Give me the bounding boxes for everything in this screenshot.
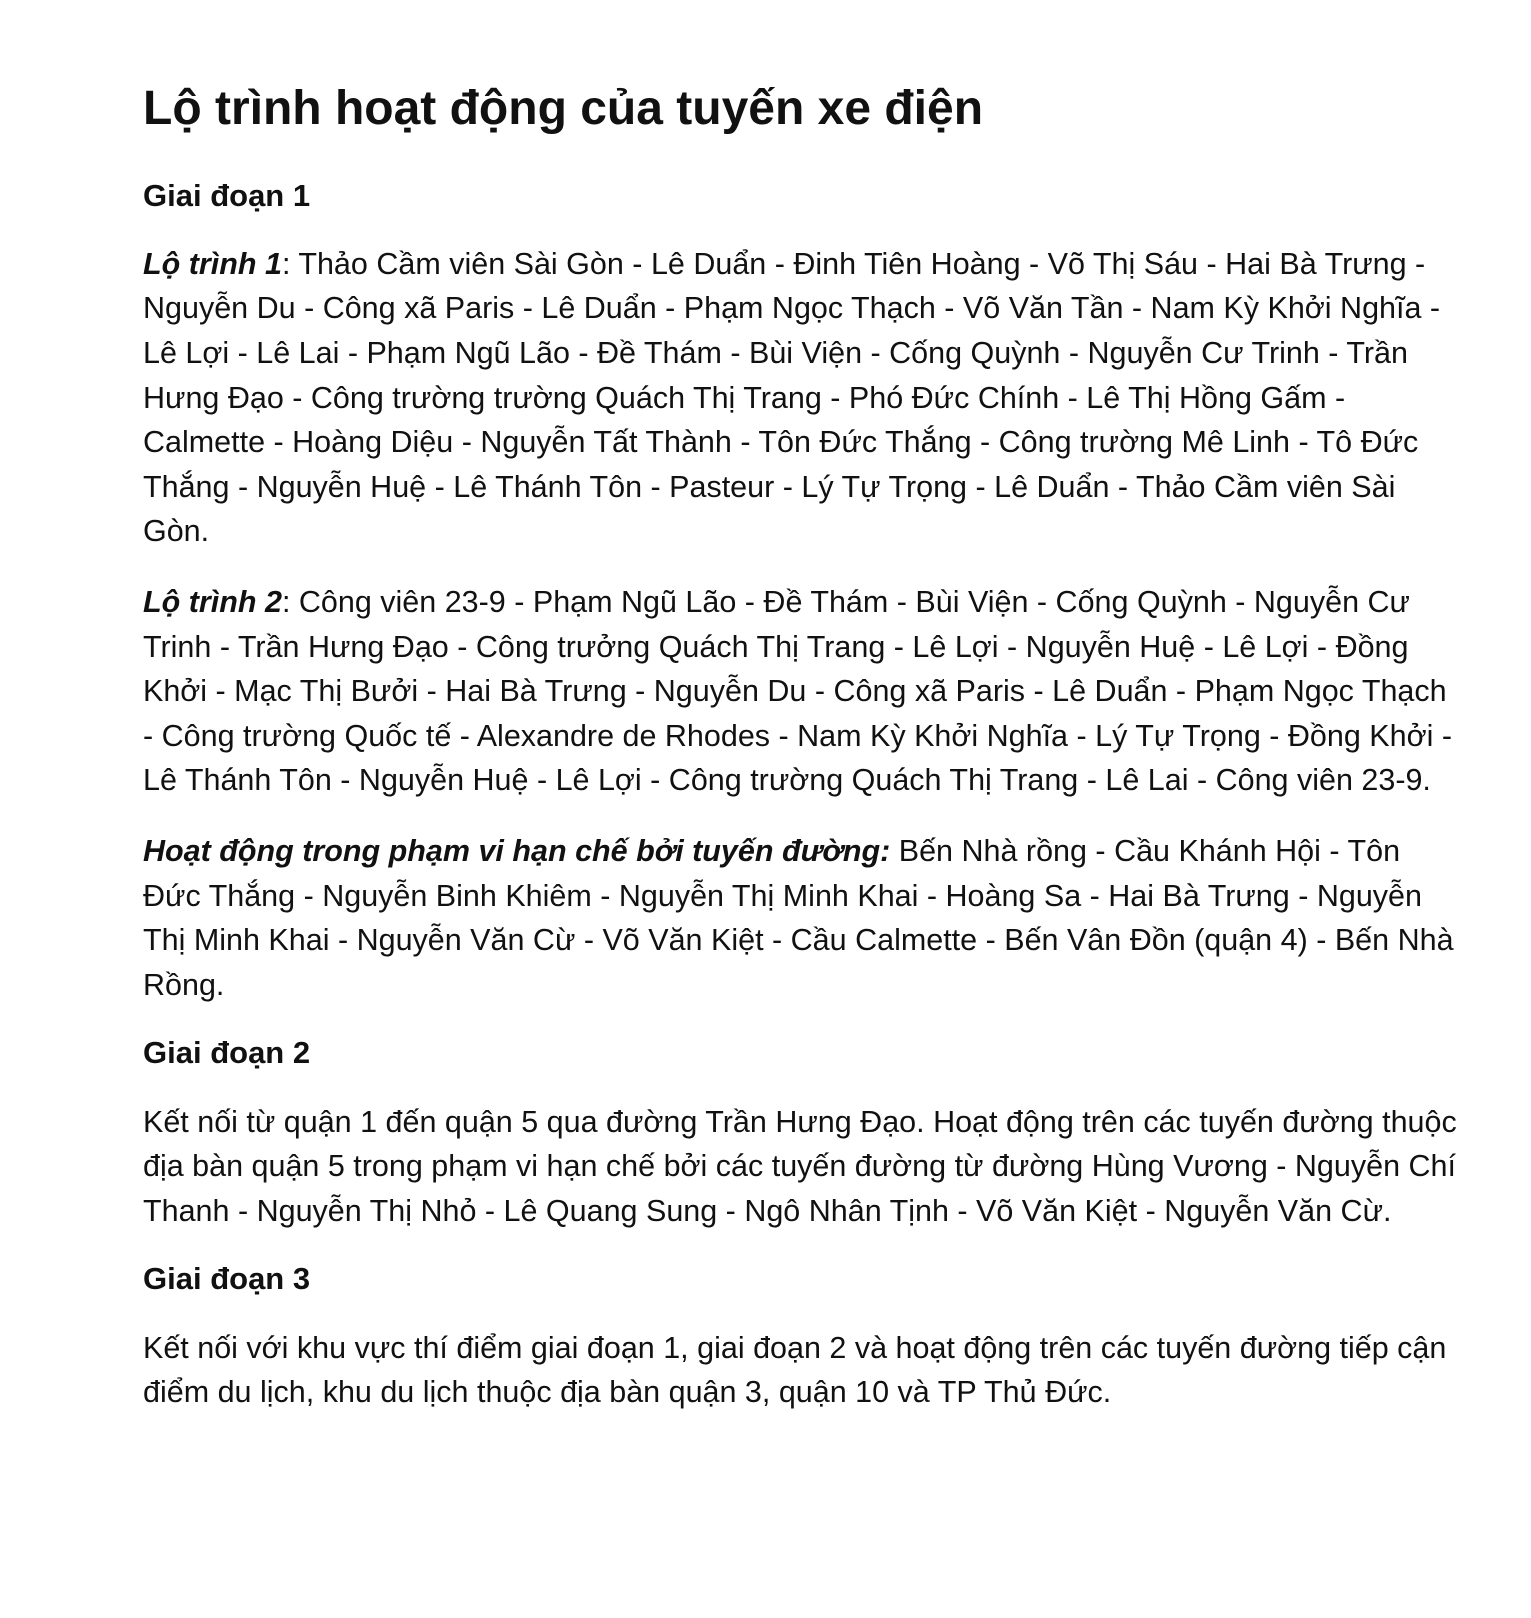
restricted-area-label: Hoạt động trong phạm vi hạn chế bởi tuyến đường:: [143, 834, 891, 869]
restricted-area-separator: [890, 834, 898, 868]
route-2-text: Công viên 23-9 - Phạm Ngũ Lão - Đề Thám - Bùi Viện - Cống Quỳnh - Nguyễn Cư Trinh - Trần Hưng Đạo - Công trưởng Quách Thị Trang - Lê Lợi - Nguyễn Huệ - Lê Lợi - Đồng Khởi - Mạc Thị Bưởi - Hai Bà Trưng - Nguyễn Du - Công xã Paris - Lê Duẩn - Phạm Ngọc Thạch - Công trường Quốc tế - Alexandre de Rhodes - Nam Kỳ Khởi Nghĩa - Lý Tự Trọng - Đồng Khởi - Lê Thánh Tôn - Nguyễn Huệ - Lê Lợi - Công trường Quách Thị Trang - Lê Lai - Công viên 23-9.: [143, 585, 1452, 798]
route-1-paragraph: [143, 242, 1458, 554]
restricted-area-text: Bến Nhà rồng - Cầu Khánh Hội - Tôn Đức Thắng - Nguyễn Binh Khiêm - Nguyễn Thị Minh Khai - Hoàng Sa - Hai Bà Trưng - Nguyễn Thị Minh Khai - Nguyễn Văn Cừ - Võ Văn Kiệt - Cầu Calmette - Bến Vân Đồn (quận 4) - Bến Nhà Rồng.: [143, 834, 1454, 1002]
phase-3-heading: Giai đoạn 3: [143, 1261, 311, 1297]
route-2-paragraph: [143, 580, 1458, 803]
document-page: [143, 80, 1458, 1441]
route-1-separator: :: [281, 246, 299, 281]
route-2-label: Lộ trình 2: [143, 585, 282, 620]
route-2-separator: :: [281, 585, 299, 620]
phase-2-text: Kết nối từ quận 1 đến quận 5 qua đường Trần Hưng Đạo. Hoạt động trên các tuyến đường thuộc địa bàn quận 5 trong phạm vi hạn chế bởi các tuyến đường từ đường Hùng Vương - Nguyễn Chí Thanh - Nguyễn Thị Nhỏ - Lê Quang Sung - Ngô Nhân Tịnh - Võ Văn Kiệt - Nguyễn Văn Cừ.: [143, 1104, 1457, 1228]
phase-2-heading: Giai đoạn 2: [143, 1035, 311, 1071]
route-1-text: Thảo Cầm viên Sài Gòn - Lê Duẩn - Đinh Tiên Hoàng - Võ Thị Sáu - Hai Bà Trưng - Nguyễn Du - Công xã Paris - Lê Duẩn - Phạm Ngọc Thạch - Võ Văn Tần - Nam Kỳ Khởi Nghĩa - Lê Lợi - Lê Lai - Phạm Ngũ Lão - Đề Thám - Bùi Viện - Cống Quỳnh - Nguyễn Cư Trinh - Trần Hưng Đạo - Công trường trường Quách Thị Trang - Phó Đức Chính - Lê Thị Hồng Gấm - Calmette - Hoàng Diệu - Nguyễn Tất Thành - Tôn Đức Thắng - Công trường Mê Linh - Tô Đức Thắng - Nguyễn Huệ - Lê Thánh Tôn - Pasteur - Lý Tự Trọng - Lê Duẩn - Thảo Cầm viên Sài Gòn.: [143, 246, 1441, 549]
restricted-area-paragraph: [143, 829, 1458, 1007]
route-1-label: Lộ trình 1: [143, 246, 282, 281]
phase-3-text: Kết nối với khu vực thí điểm giai đoạn 1, giai đoạn 2 và hoạt động trên các tuyến đường tiếp cận điểm du lịch, khu du lịch thuộc địa bàn quận 3, quận 10 và TP Thủ Đức.: [143, 1330, 1447, 1410]
document-title: Lộ trình hoạt động của tuyến xe điện: [143, 82, 984, 135]
phase-1-heading: Giai đoạn 1: [143, 177, 311, 213]
